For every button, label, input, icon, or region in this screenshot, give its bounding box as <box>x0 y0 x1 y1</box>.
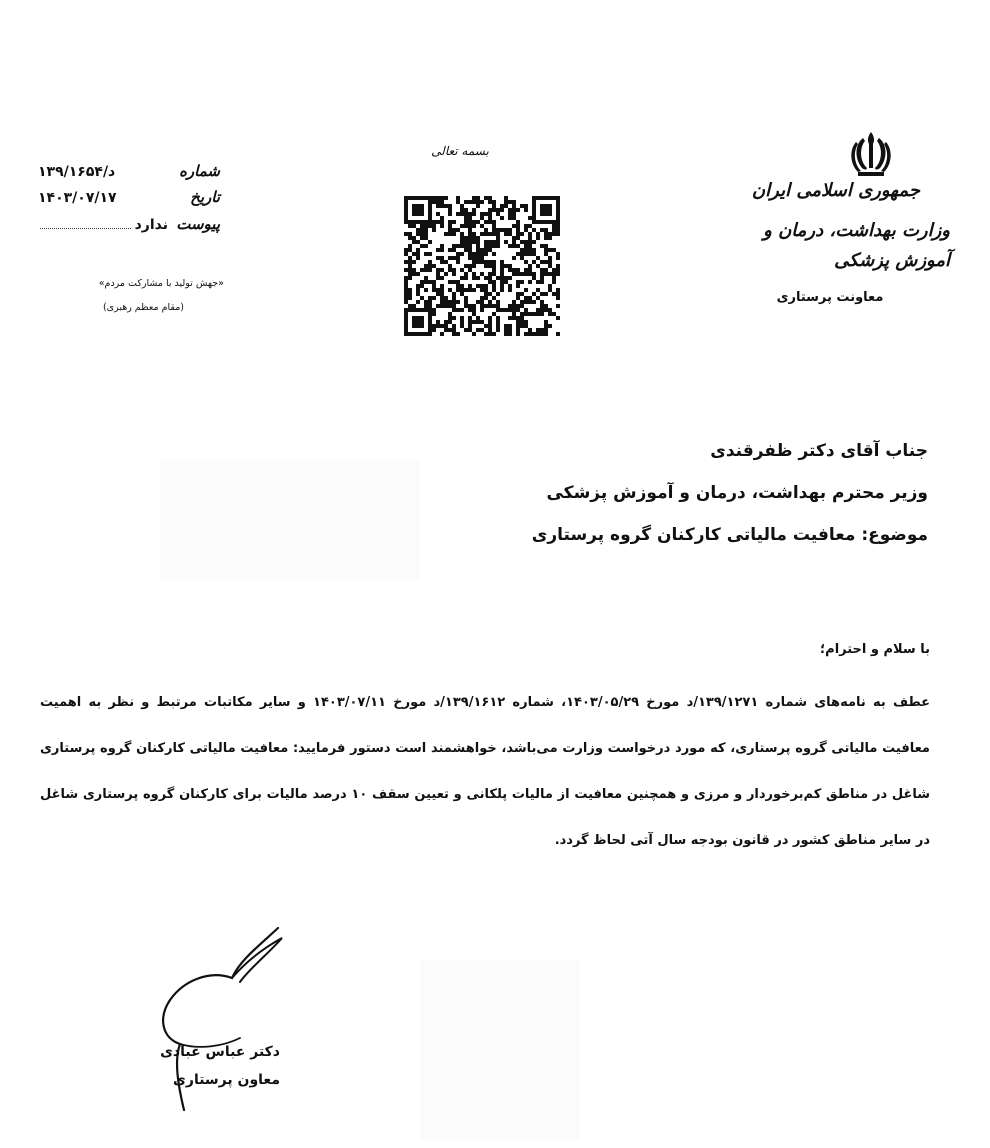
attachment-dots <box>40 214 131 229</box>
signer-block <box>130 1038 280 1094</box>
number-label: شماره <box>179 162 220 180</box>
signer-position: معاون پرستاری <box>173 1072 280 1088</box>
ministry-name: وزارت بهداشت، درمان و آموزش پزشکی <box>763 220 950 271</box>
ministry-header <box>710 176 950 276</box>
recipient-title: وزیر محترم بهداشت، درمان و آموزش پزشکی <box>546 483 928 503</box>
salutation: با سلام و احترام؛ <box>819 642 930 657</box>
scan-artifact <box>160 460 420 580</box>
slogan-attribution: (مقام معظم رهبری) <box>102 302 184 313</box>
qr-code-icon <box>404 195 560 337</box>
iran-emblem-icon <box>846 128 896 180</box>
date-value: ۱۴۰۳/۰۷/۱۷ <box>38 190 117 206</box>
letter-subject: موضوع: معافیت مالیاتی کارکنان گروه پرستاری <box>531 525 928 545</box>
number-row <box>30 162 220 188</box>
date-row <box>30 188 220 214</box>
date-label: تاریخ <box>190 188 220 206</box>
attachment-value: ندارد <box>134 217 168 233</box>
department-name: معاونت پرستاری <box>776 290 884 305</box>
slogan-text: «جهش تولید با مشارکت مردم» <box>98 278 224 289</box>
scan-artifact <box>420 960 580 1140</box>
slogan <box>26 272 224 320</box>
number-value: د/۱۳۹/۱۶۵۴ <box>38 164 116 180</box>
recipient-name: جناب آقای دکتر ظفرقندی <box>710 441 928 461</box>
attachment-label: پیوست <box>176 215 220 233</box>
country-name: جمهوری اسلامی ایران <box>751 180 920 201</box>
attachment-row <box>30 214 220 240</box>
basmala: بسمه تعالی <box>431 144 489 158</box>
letter-body: عطف به نامه‌های شماره ۱۳۹/۱۲۷۱/د مورخ ۱۴۰۳/۰۵/۲۹، شماره ۱۳۹/۱۶۱۲/د مورخ ۱۴۰۳/۰۷/۱۱ و سایر مکاتبات مرتبط و نظر به اهمیت معافیت مالیاتی گروه پرستاری، که مورد درخواست وزارت می‌باشد، خواهشمند است دستور فرمایید: معافیت مالیاتی کارکنان گروه پرستاری شاغل در مناطق کم‌برخوردار و مرزی و همچنین معافیت از مالیات پلکانی و تعیین سقف ۱۰ درصد مالیات برای کارکنان گروه پرستاری شاغل در سایر مناطق کشور در قانون بودجه سال آتی لحاظ گردد. <box>40 695 930 848</box>
letter-meta <box>30 162 220 240</box>
recipient-block <box>408 430 928 556</box>
signer-name: دکتر عباس عبادی <box>160 1044 280 1060</box>
